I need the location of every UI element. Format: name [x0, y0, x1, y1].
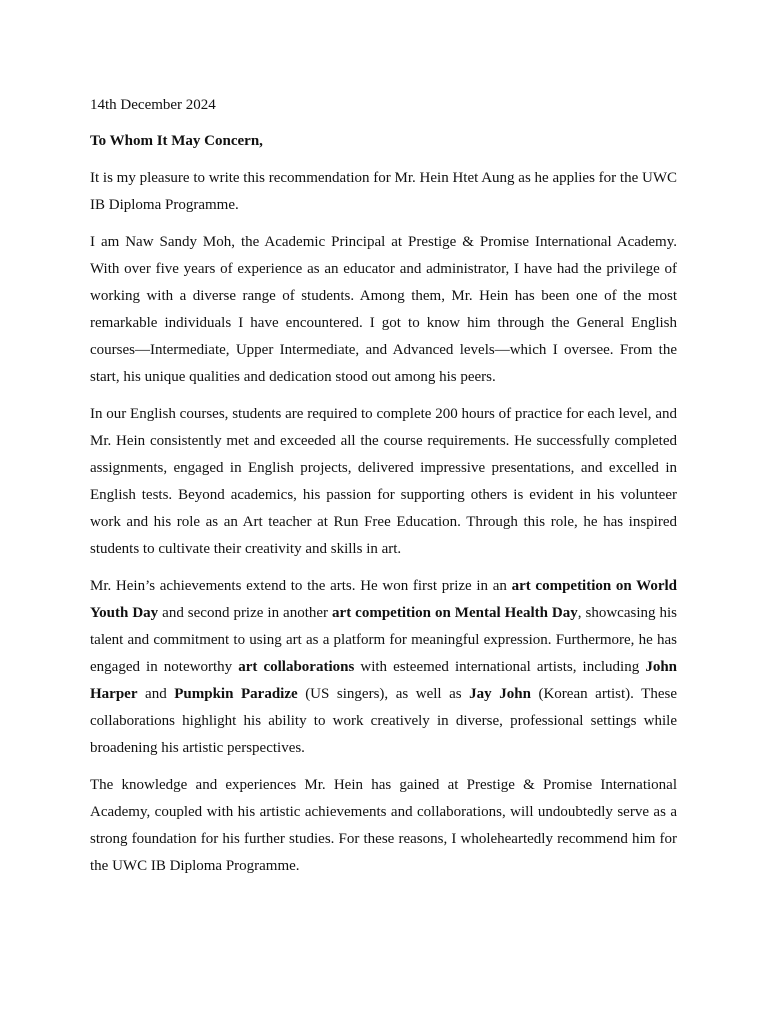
highlight-pumpkin-paradize: Pumpkin Paradize	[174, 686, 298, 702]
paragraph-art-achievements	[90, 573, 677, 762]
art-text-4: with esteemed international artists, including	[354, 659, 646, 675]
paragraph-introduction: It is my pleasure to write this recommendation for Mr. Hein Htet Aung as he applies for the UWC IB Diploma Programme.	[90, 170, 677, 213]
highlight-john-harper: John Harper	[90, 659, 677, 702]
paragraph-principal-background: I am Naw Sandy Moh, the Academic Principal at Prestige & Promise International Academy. With over five years of experience as an educator and administrator, I have had the privilege of working with a diverse range of students. Among them, Mr. Hein has been one of the most remarkable individuals I have encountered. I got to know him through the General English courses—Intermediate, Upper Intermediate, and Advanced levels—which I oversee. From the start, his unique qualities and dedication stood out among his peers.	[90, 234, 677, 385]
highlight-art-collaborations: art collaborations	[238, 659, 355, 675]
highlight-world-youth-day: art competition on World Youth Day	[90, 578, 678, 621]
letter-date: 14th December 2024	[90, 97, 216, 113]
art-text-3: , showcasing his talent and commitment to using art as a platform for meaningful expression. Furthermore, he has engaged in noteworthy	[90, 605, 677, 675]
highlight-mental-health-day: art competition on Mental Health Day	[332, 605, 578, 621]
art-text-1: Mr. Hein’s achievements extend to the arts. He won first prize in an	[90, 578, 512, 594]
highlight-jay-john: Jay John	[469, 686, 531, 702]
letter-body	[90, 92, 677, 890]
art-text-6: (US singers), as well as	[297, 686, 470, 702]
art-text-5: and	[137, 686, 175, 702]
paragraph-english-courses: In our English courses, students are required to complete 200 hours of practice for each level, and Mr. Hein consistently met and exceeded all the course requirements. He successfully completed assignments, engaged in English projects, delivered impressive presentations, and excelled in English tests. Beyond academics, his passion for supporting others is evident in his volunteer work and his role as an Art teacher at Run Free Education. Through this role, he has inspired students to cultivate their creativity and skills in art.	[90, 406, 677, 557]
paragraph-conclusion: The knowledge and experiences Mr. Hein has gained at Prestige & Promise International Academy, coupled with his artistic achievements and collaborations, will undoubtedly serve as a strong foundation for his further studies. For these reasons, I wholeheartedly recommend him for the UWC IB Diploma Programme.	[90, 777, 677, 874]
art-text-7: (Korean artist). These collaborations highlight his ability to work creatively in diverse, professional settings while broadening his artistic perspectives.	[90, 686, 677, 756]
letter-salutation: To Whom It May Concern,	[90, 133, 263, 149]
art-text-2: and second prize in another	[158, 605, 333, 621]
